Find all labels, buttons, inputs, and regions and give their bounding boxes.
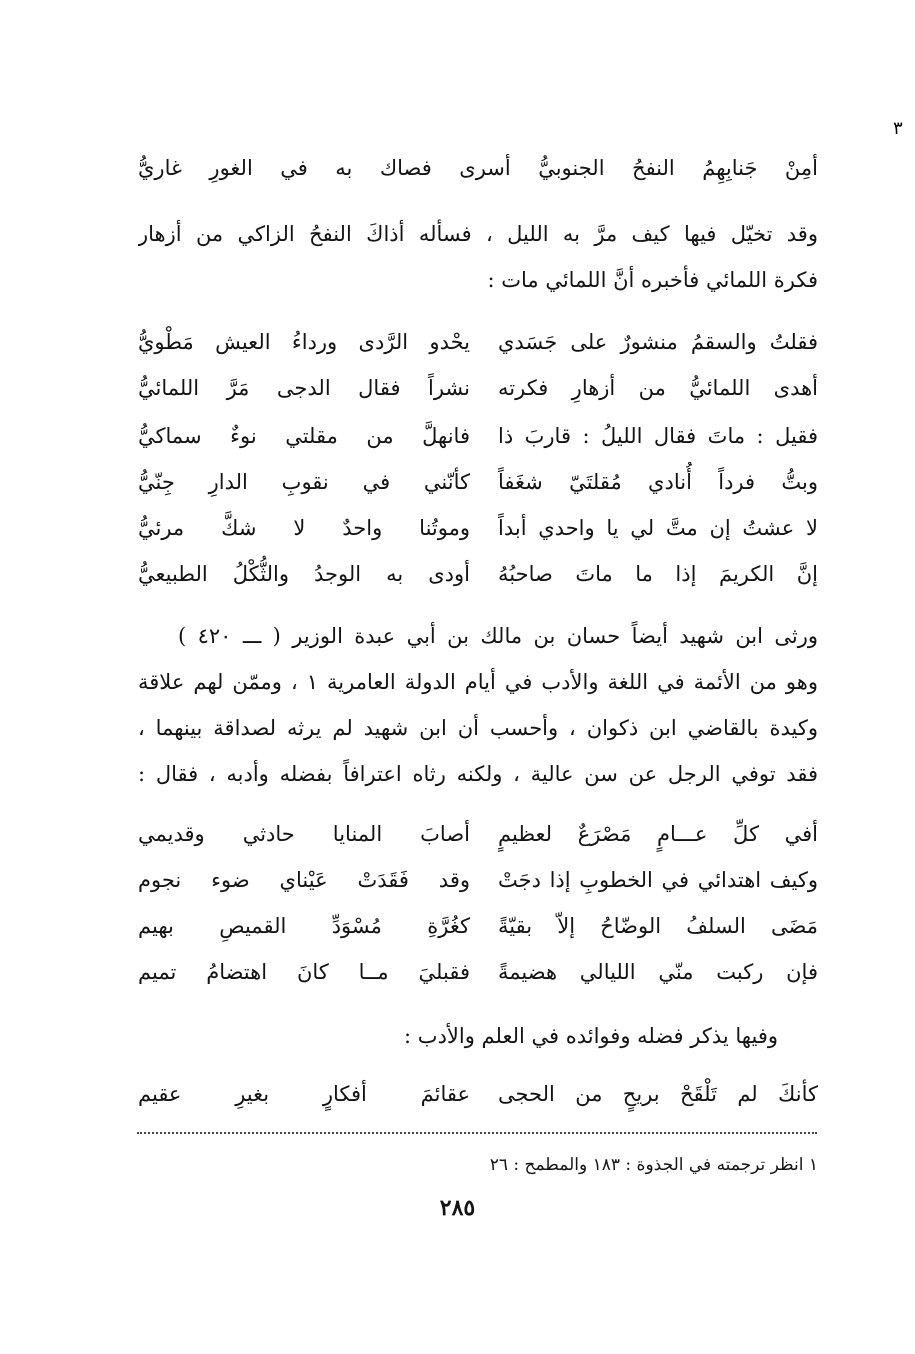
page-number: ٢٨٥ bbox=[439, 1195, 476, 1221]
main-text bbox=[138, 148, 818, 1108]
prose-line: وقد تخيّل فيها كيف مرَّ به الليل ، فسأله أذاكَ النفحُ الزاكي من أزهار bbox=[138, 222, 818, 246]
second-hemistich: كغُرَّةِ مُسْوَدِّ القميصِ بهيم bbox=[138, 914, 470, 938]
margin-mark: ٣ bbox=[893, 118, 903, 139]
first-hemistich: لا عشتُ إن متَّ لي يا واحدي أبداً bbox=[498, 516, 818, 540]
footnote: ١ انظر ترجمته في الجذوة : ١٨٣ والمطمح : ٢٦ bbox=[489, 1155, 818, 1175]
first-hemistich: إنَّ الكريمَ إذا ما ماتَ صاحبُهُ bbox=[498, 562, 818, 586]
second-hemistich: وموتُنا واحدٌ لا شكَّ مرئيُّ bbox=[138, 516, 470, 540]
poem-verse bbox=[138, 1074, 818, 1114]
poem-verse bbox=[138, 322, 818, 362]
first-hemistich: وكيف اهتدائي في الخطوبِ إذا دجَتْ bbox=[498, 868, 818, 892]
second-hemistich: أصابَ المنايا حادثي وقديمي bbox=[138, 822, 470, 846]
prose-line: وكيدة بالقاضي ابن ذكوان ، وأحسب أن ابن شهيد لم يرثه لصداقة بينهما ، bbox=[138, 716, 818, 740]
poem-verse bbox=[138, 508, 818, 548]
second-hemistich: فقبليَ مــا كانَ اهتضامُ تميم bbox=[138, 960, 470, 984]
poem-verse bbox=[138, 906, 818, 946]
verse-line-top: أمِنْ جَنابِهِمُ النفحُ الجنوبيُّ أسرى فصاك به في الغورِ غاريُّ bbox=[138, 156, 818, 180]
first-hemistich: وبتُّ فرداً أُنادي مُقلتَيّ شغَفاً bbox=[498, 470, 818, 494]
first-hemistich: فإن ركبت منّي الليالي هضيمةً bbox=[498, 960, 818, 984]
prose-line: فقد توفي الرجل عن سن عالية ، ولكنه رثاه اعترافاً بفضله وأدبه ، فقال : bbox=[138, 762, 818, 786]
poem-verse bbox=[138, 860, 818, 900]
first-hemistich: فقلتُ والسقمُ منشورٌ على جَسَدي bbox=[498, 330, 818, 354]
prose-line: وفيها يذكر فضله وفوائده في العلم والأدب : bbox=[404, 1024, 778, 1048]
first-hemistich: أفي كلِّ عـــامٍ مَصْرَعٌ لعظيمٍ bbox=[498, 822, 818, 846]
second-hemistich: عقائمَ أفكارٍ بغيرِ عقيم bbox=[138, 1082, 470, 1106]
second-hemistich: كأنّني في نقوبِ الدارِ جِنّيُّ bbox=[138, 470, 470, 494]
second-hemistich: فانهلَّ من مقلتي نوءٌ سماكيُّ bbox=[138, 424, 470, 448]
poem-verse bbox=[138, 814, 818, 854]
second-hemistich: يحْدو الرَّدى ورداءُ العيش مَطْويُّ bbox=[138, 330, 470, 354]
first-hemistich: مَضَى السلفُ الوضّاحُ إلاّ بقيّةً bbox=[498, 914, 818, 938]
second-hemistich: وقد فَقَدَتْ عَيْناي ضوء نجوم bbox=[138, 868, 470, 892]
poem-verse bbox=[138, 554, 818, 594]
first-hemistich: فقيل : ماتَ فقال الليلُ : قاربَ ذا bbox=[498, 424, 818, 448]
second-hemistich: أودى به الوجدُ والثُّكْلُ الطبيعيُّ bbox=[138, 562, 470, 586]
second-hemistich: نشراً فقال الدجى مَرَّ اللمائيُّ bbox=[138, 376, 470, 400]
poem-verse bbox=[138, 952, 818, 992]
first-hemistich: كأنكَ لم تَلْقَحْ بريحٍ من الحجى bbox=[498, 1082, 818, 1106]
poem-verse bbox=[138, 368, 818, 408]
poem-verse bbox=[138, 462, 818, 502]
prose-line: فكرة اللمائي فأخبره أنَّ اللمائي مات : bbox=[487, 268, 818, 292]
first-hemistich: أهدى اللمائيُّ من أزهارِ فكرته bbox=[498, 376, 818, 400]
footnote-divider bbox=[137, 1132, 817, 1134]
prose-line: وهو من الأئمة في اللغة والأدب في أيام الدولة العامرية ١ ، وممّن لهم علاقة bbox=[138, 670, 818, 694]
poem-verse bbox=[138, 416, 818, 456]
prose-line: ورثى ابن شهيد أيضاً حسان بن مالك بن أبي عبدة الوزير ( ـــ ٤٢٠ ) bbox=[178, 624, 818, 648]
